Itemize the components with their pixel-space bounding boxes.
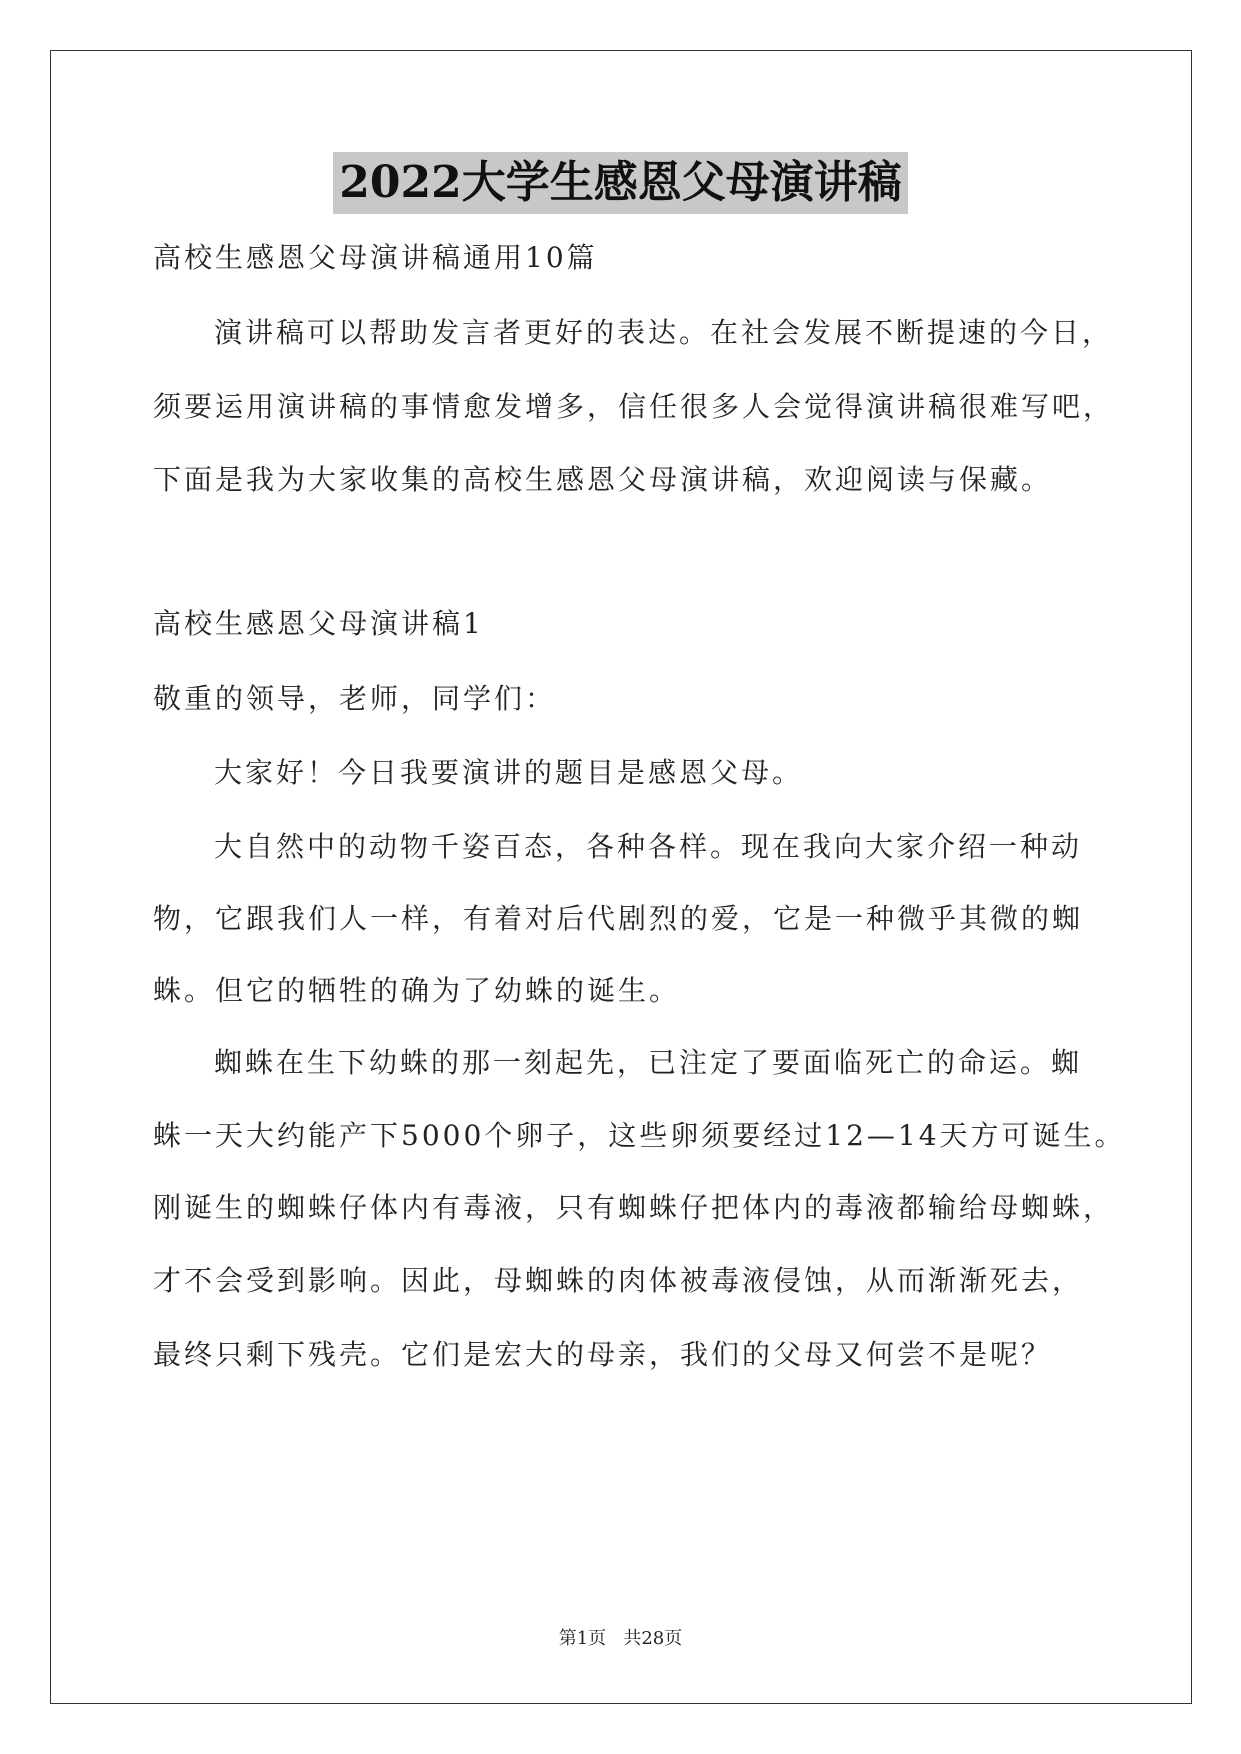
page-border [50,50,1192,1704]
paragraph-line: 下面是我为大家收集的高校生感恩父母演讲稿，欢迎阅读与保藏。 [153,463,1053,496]
document-title: 2022大学生感恩父母演讲稿 [333,152,907,214]
paragraph-line: 大家好！今日我要演讲的题目是感恩父母。 [214,756,804,789]
section-heading: 高校生感恩父母演讲稿1 [153,607,484,640]
paragraph-line: 演讲稿可以帮助发言者更好的表达。在社会发展不断提速的今日， [214,316,1114,349]
page-number-total: 共28页 [623,1628,683,1649]
page-footer [0,1627,1241,1651]
paragraph-line: 蜘蛛在生下幼蛛的那一刻起先，已注定了要面临死亡的命运。蜘 [214,1046,1083,1079]
page-number-current: 第1页 [558,1628,607,1649]
title-container [0,152,1241,214]
paragraph-line: 最终只剩下残壳。它们是宏大的母亲，我们的父母又何尝不是呢？ [153,1338,1053,1371]
paragraph-line: 须要运用演讲稿的事情愈发增多，信任很多人会觉得演讲稿很难写吧， [153,390,1115,423]
paragraph-line: 才不会受到影响。因此，母蜘蛛的肉体被毒液侵蚀，从而渐渐死去， [153,1264,1084,1297]
salutation-line: 敬重的领导，老师，同学们： [153,682,557,715]
paragraph-line: 蛛一天大约能产下5000个卵子，这些卵须要经过12—14天方可诞生。 [153,1119,1126,1152]
subtitle-line: 高校生感恩父母演讲稿通用10篇 [153,241,598,274]
paragraph-line: 物，它跟我们人一样，有着对后代剧烈的爱，它是一种微乎其微的蜘 [153,902,1084,935]
paragraph-line: 蛛。但它的牺牲的确为了幼蛛的诞生。 [153,974,681,1007]
paragraph-line: 刚诞生的蜘蛛仔体内有毒液，只有蜘蛛仔把体内的毒液都输给母蜘蛛， [153,1191,1115,1224]
paragraph-line: 大自然中的动物千姿百态，各种各样。现在我向大家介绍一种动 [214,830,1083,863]
